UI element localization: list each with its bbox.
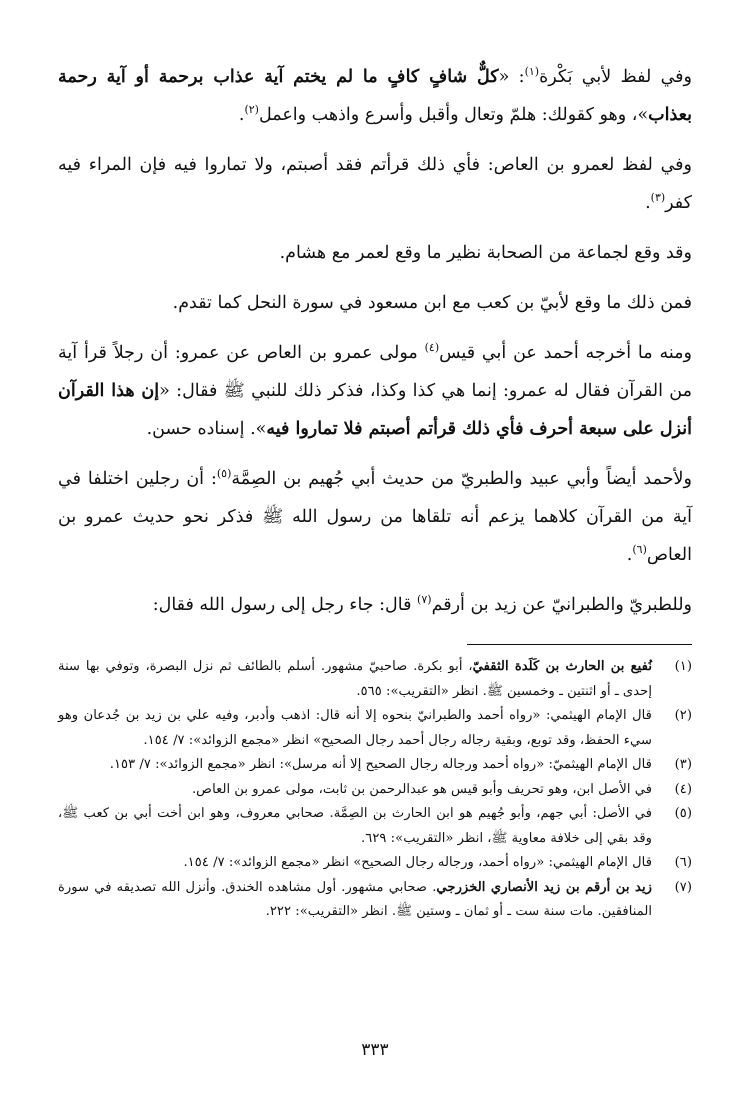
hadith-quote: كلٌّ شافٍ كافٍ ما لم يختم آية عذاب برحمة أو آية رحمة بعذاب — [58, 67, 692, 125]
footnote-number: (٢) — [674, 708, 692, 723]
footnote-ref[interactable]: (٢) — [244, 103, 259, 117]
footnote-item: (٧) زيد بن أرقم بن زيد الأنصاري الخزرجي. صحابي مشهور. أول مشاهده الخندق. وأنزل الله تصديقه في سورة المنافقين. مات سنة ست ـ أو ثمان ـ وستين ﷺ. انظر «التقريب»: ٢٢٢. — [58, 876, 692, 925]
footnote-ref[interactable]: (٣) — [650, 191, 666, 205]
hadith-quote: إن هذا القرآن أنزل على سبعة أحرف فأي ذلك قرأتم أصبتم فلا تماروا فيه — [58, 381, 692, 439]
footnote-number: (٥) — [674, 806, 692, 821]
footnote-number: (٦) — [674, 855, 692, 870]
footnote-ref[interactable]: (٦) — [632, 543, 647, 557]
footnote-item: (٢) قال الإمام الهيثمي: «رواه أحمد والطبرانيّ بنحوه إلا أنه قال: اذهب وأدبر، وفيه علي بن زيد بن جُدعان وهو سيء الحفظ، وقد توبع، وبقية رجاله رجال أحمد رجال الصحيح» انظر «مجمع الزوائد»: ٧/ ١٥٤. — [58, 704, 692, 753]
footnote-item: (٣) قال الإمام الهيثميّ: «رواه أحمد ورجاله رجال الصحيح إلا أنه مرسل»: انظر «مجمع الزوائد»: ٧/ ١٥٣. — [58, 753, 692, 778]
footnote-ref[interactable]: (٧) — [417, 593, 432, 607]
footnote-number: (٣) — [674, 757, 692, 772]
paragraph-5: ومنه ما أخرجه أحمد عن أبي قيس$^{(٤)}$ مولى عمرو بن العاص عن عمرو: أن رجلاً قرأ آية من القرآن فقال له عمرو: إنما هي كذا وكذا، فذكر ذلك للنبي ﷺ فقال: «إن هذا القرآن أنزل على سبعة أحرف فأي ذلك قرأتم أصبتم فلا تماروا فيه». إسناده حسن. — [58, 341, 693, 439]
paragraph-2: وفي لفظ لعمرو بن العاص: فأي ذلك قرأتم فقد أصبتم، ولا تماروا فيه فإن المراء فيه كفر$^{(٣)}$. — [58, 155, 692, 213]
footnote-number: (٤) — [674, 781, 692, 797]
footnote-ref[interactable]: (٥) — [216, 467, 232, 481]
footnote-item: (٤) في الأصل ابن، وهو تحريف وأبو قيس هو عبدالرحمن بن ثابت، مولى عمرو بن العاص. — [58, 778, 692, 803]
footnote-item: (٥) في الأصل: أبي جهم، وأبو جُهيم هو ابن الحارث بن الصِمَّة. صحابي معروف، وهو ابن أخت أبي بن كعب ﷺ، وقد بقي إلى خلافة معاوية ﷺ، انظر «التقريب»: ٦٢٩. — [58, 802, 692, 851]
footnote-number: (١) — [674, 659, 692, 674]
footnotes-list — [58, 655, 692, 925]
paragraph-4: فمن ذلك ما وقع لأبيّ بن كعب مع ابن مسعود في سورة النحل كما تقدم. — [172, 293, 692, 313]
paragraph-3: وقد وقع لجماعة من الصحابة نظير ما وقع لعمر مع هشام. — [279, 243, 692, 263]
footnote-item: (١) نُفيع بن الحارث بن كَلَدة الثقفيّ، أبو بكرة. صاحبيّ مشهور. أسلم بالطائف ثم نزل البصرة، وتوفي بها سنة إحدى ـ أو اثنتين ـ وخمسين ﷺ. انظر «التقريب»: ٥٦٥. — [58, 655, 692, 704]
footnote-ref[interactable]: (٤) — [424, 341, 440, 355]
footnote-item: (٦) قال الإمام الهيثمي: «رواه أحمد، ورجاله رجال الصحيح» انظر «مجمع الزوائد»: ٧/ ١٥٤. — [58, 851, 692, 876]
footnote-number: (٧) — [674, 879, 692, 895]
page-number: ٣٣٣ — [361, 1040, 389, 1060]
paragraph-6: ولأحمد أيضاً وأبي عبيد والطبريّ من حديث أبي جُهيم بن الصِمَّة$^{(٥)}$: أن رجلين اختلفا في آية من القرآن كلاهما يزعم أنه تلقاها من رسول الله ﷺ فذكر نحو حديث عمرو بن العاص$^{(٦)}$. — [58, 467, 692, 565]
main-text — [58, 58, 692, 624]
footnote-separator — [467, 644, 692, 645]
footnote-ref[interactable]: (١) — [524, 65, 540, 79]
paragraph-7: وللطبريّ والطبرانيّ عن زيد بن أرقم$^{(٧)}$ قال: جاء رجل إلى رسول الله فقال: — [152, 593, 692, 615]
paragraph-1: وفي لفظ لأبي بَكْرة$^{(١)}$: «كلٌّ شافٍ كافٍ ما لم يختم آية عذاب برحمة أو آية رحمة بعذاب»، وهو كقولك: هلمّ وتعال وأقبل وأسرع واذهب واعمل$^{(٢)}$. — [58, 65, 692, 125]
